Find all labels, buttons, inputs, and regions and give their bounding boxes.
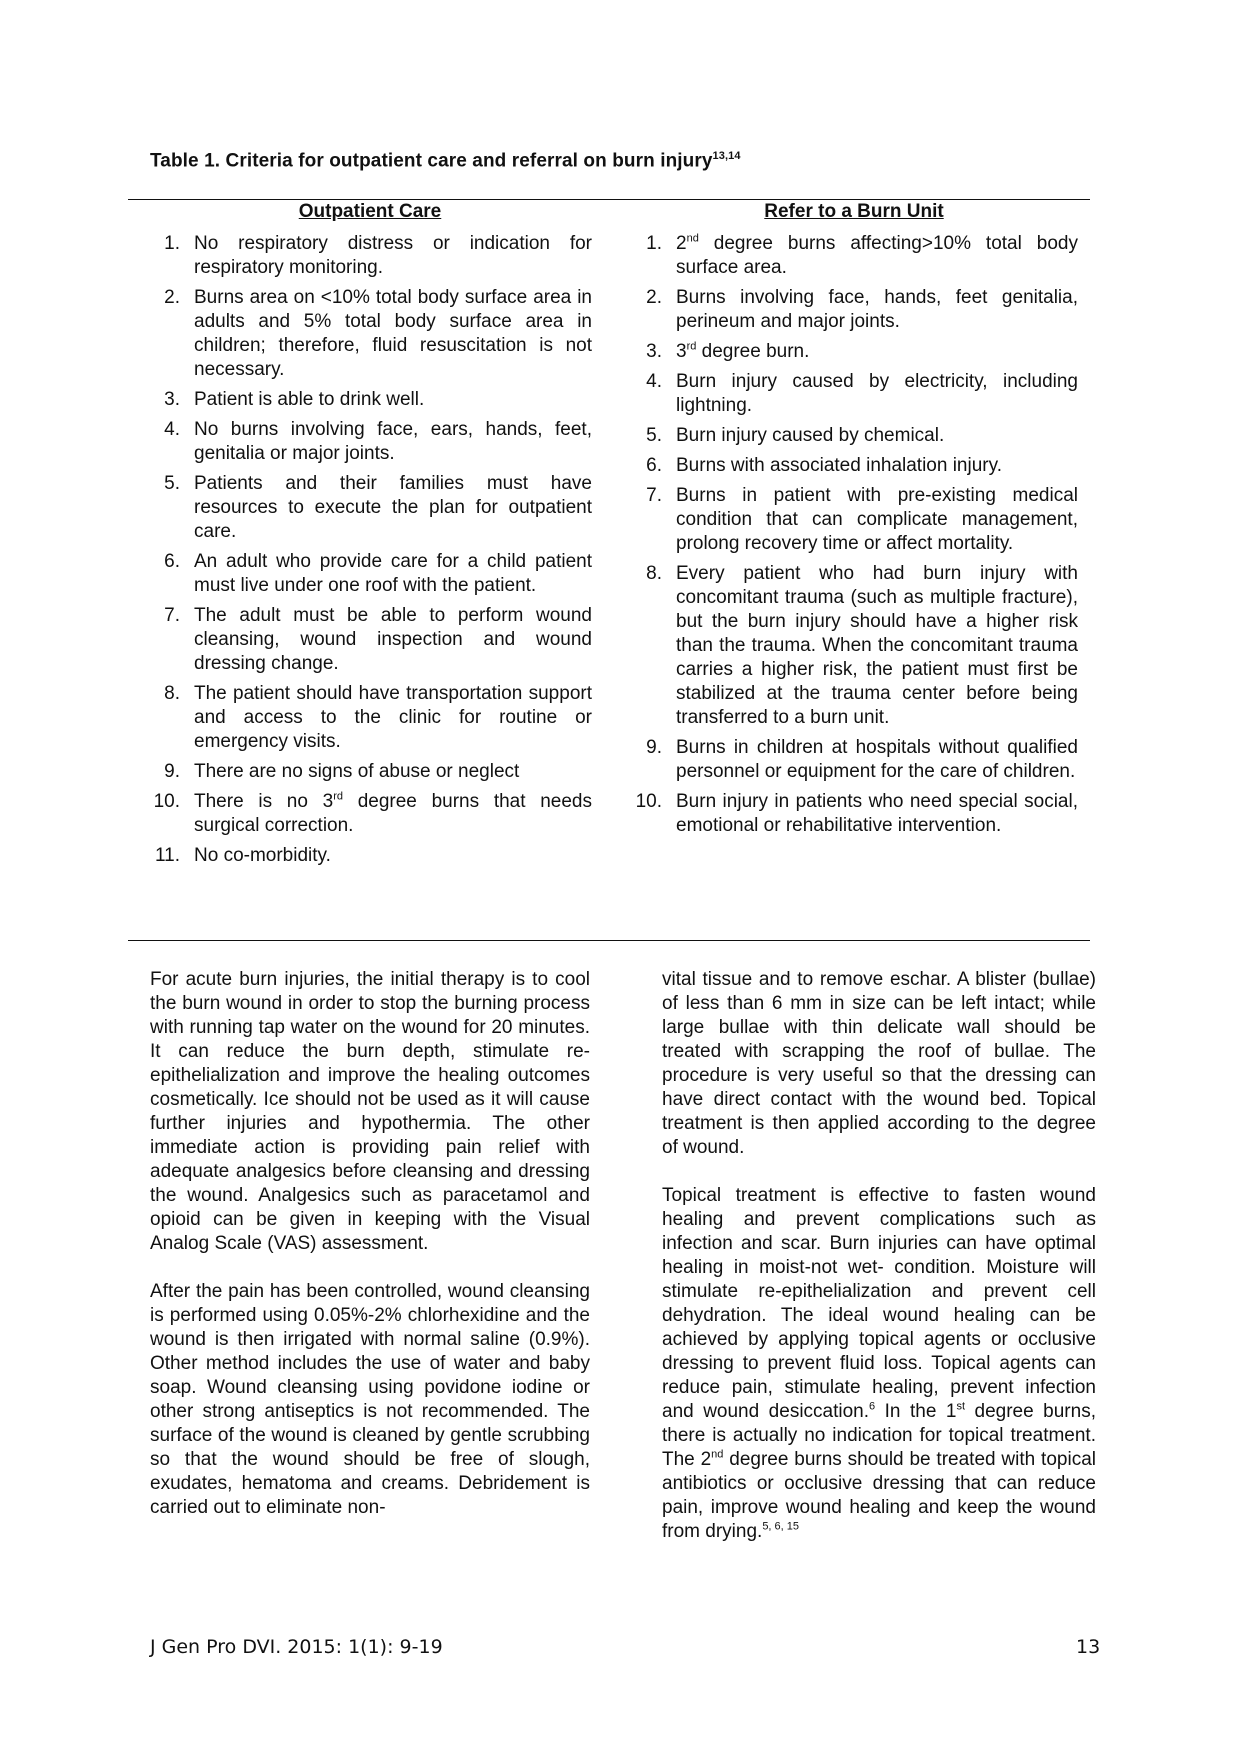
list-item: 11. No co-morbidity. (154, 845, 331, 866)
list-item: 10. There is no 3rd degree burns that needs surgical correction. (153, 790, 592, 836)
paragraph: For acute burn injuries, the initial therapy is to cool the burn wound in order to stop the burning process with running tap water on the wound for 20 minutes. It can reduce the burn depth, stimulate re-epithelialization and improve the healing outcomes cosmetically. Ice should not be used as it will cause further injuries and hypothermia. The other immediate action is providing pain relief with adequate analgesics before cleansing and dressing the wound. Analgesics such as paracetamol and opioid can be given in keeping with the Visual Analog Scale (VAS) assessment. (150, 969, 590, 1254)
list-item: 4. Burn injury caused by electricity, including lightning. (646, 371, 1078, 416)
list-item: 7. The adult must be able to perform wound cleansing, wound inspection and wound dressing change. (164, 605, 592, 674)
outpatient-care-header: Outpatient Care (298, 201, 442, 222)
burn-unit-header: Refer to a Burn Unit (764, 201, 944, 222)
journal-citation: J Gen Pro DVI. 2015: 1(1): 9-19 (150, 1636, 443, 1658)
list-item: 1. 2nd degree burns affecting>10% total body surface area. (646, 232, 1078, 278)
page-number: 13 (1076, 1636, 1101, 1658)
body-column-left (150, 968, 590, 1544)
list-item: 7. Burns in patient with pre-existing medical condition that can complicate management, prolong recovery time or affect mortality. (646, 485, 1078, 554)
list-item: 3. Patient is able to drink well. (164, 389, 425, 410)
list-item: 5. Patients and their families must have resources to execute the plan for outpatient care. (164, 473, 592, 542)
list-item: 6. Burns with associated inhalation injury. (646, 455, 1002, 476)
list-item: 10. Burn injury in patients who need special social, emotional or rehabilitative intervention. (635, 791, 1078, 836)
list-item: 3. 3rd degree burn. (646, 340, 810, 362)
table-bottom-rule (128, 940, 1090, 941)
table-title-text: Table 1. Criteria for outpatient care and referral on burn injury (150, 150, 713, 172)
list-item: 8. Every patient who had burn injury with concomitant trauma (such as multiple fracture), but the burn injury should have a higher risk than the trauma. When the concomitant trauma carries a higher risk, the patient must first be stabilized at the trauma center before being transferred to a burn unit. (646, 563, 1078, 728)
list-item: 2. Burns area on <10% total body surface area in adults and 5% total body surface area in children; therefore, fluid resuscitation is not necessary. (164, 287, 592, 380)
paragraph: After the pain has been controlled, wound cleansing is performed using 0.05%-2% chlorhexidine and the wound is then irrigated with normal saline (0.9%). Other method includes the use of water and baby soap. Wound cleansing using povidone iodine or other strong antiseptics is not recommended. The surface of the wound is cleaned by gentle scrubbing so that the wound should be free of slough, exudates, hematoma and creams. Debridement is carried out to eliminate non- (150, 1281, 590, 1518)
list-item: 9. There are no signs of abuse or neglect (164, 761, 520, 782)
list-item: 9. Burns in children at hospitals without qualified personnel or equipment for the care of children. (646, 737, 1078, 782)
table-title-refs: 13,14 (712, 150, 741, 162)
paragraph: Topical treatment is effective to fasten wound healing and prevent complications such as infection and scar. Burn injuries can have optimal healing in moist-not wet- condition. Moisture will stimulate re-epithelialization and prevent cell dehydration. The ideal wound healing can be achieved by applying topical agents or occlusive dressing to prevent fluid loss. Topical agents can reduce pain, stimulate healing, prevent infection and wound desiccation.$^6$ In the 1st degree burns, there is actually no indication for topical treatment. The 2nd degree burns should be treated with topical antibiotics or occlusive dressing that can reduce pain, improve wound healing and keep the wound from drying.$^{5, 6, 15}$ (662, 1185, 1096, 1542)
paragraph: vital tissue and to remove eschar. A blister (bullae) of less than 6 mm in size can be left intact; while large bullae with thin delicate wall should be treated with scrapping the roof of bullae. The procedure is very useful so that the dressing can have direct contact with the wound bed. Topical treatment is then applied according to the degree of wound. (662, 969, 1096, 1158)
list-item: 8. The patient should have transportation support and access to the clinic for routine or emergency visits. (164, 683, 592, 752)
list-item: 1. No respiratory distress or indication for respiratory monitoring. (164, 233, 592, 278)
list-item: 2. Burns involving face, hands, feet genitalia, perineum and major joints. (646, 287, 1078, 332)
list-item: 4. No burns involving face, ears, hands, feet, genitalia or major joints. (164, 419, 592, 464)
referral-criteria-list (632, 232, 1078, 844)
list-item: 6. An adult who provide care for a child patient must live under one roof with the patient. (164, 551, 592, 596)
outpatient-criteria-list (150, 232, 592, 874)
list-item: 5. Burn injury caused by chemical. (646, 425, 945, 446)
body-column-right (662, 968, 1096, 1568)
table-top-rule (128, 199, 1090, 200)
table-title (150, 150, 741, 172)
